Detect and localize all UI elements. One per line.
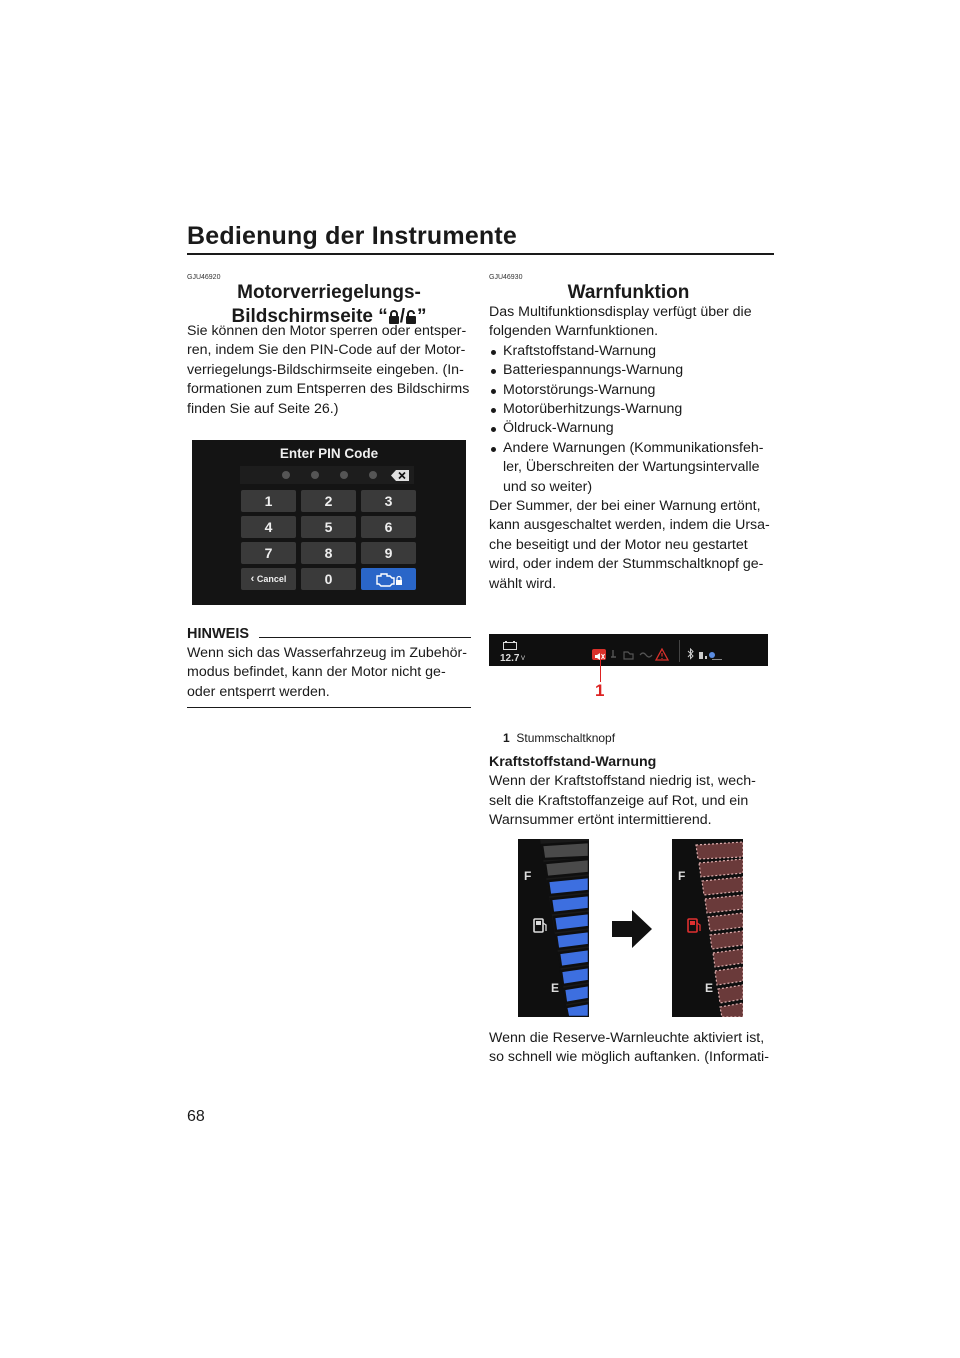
hinweis-text: Wenn sich das Wasserfahrzeug im Zubehör- modus befindet, kann der Motor nicht ge- oder entsperrt werden. [187,645,467,700]
pin-key-4[interactable]: 4 [241,516,296,538]
hinweis-rule-bottom [187,707,471,708]
warning-list [489,342,779,497]
gauge-empty-label: E [705,981,714,995]
pin-key-7[interactable]: 7 [241,542,296,564]
warnfunktion-text: Das Multifunktionsdisplay verfügt über die folgenden Warnfunktionen. Kraftstoffstand-Warnung Batteriespannungs-Warnung Motorstörungs-Warnung Motorüberhitzungs-Warnung Öldruck-Warnung Andere Warnungen (Kommunikationsfeh- ler, Überschreiten der Wartungsintervalle und so weiter) Der Summer, der bei einer Warnung ertönt, kann ausgeschaltet werden, indem die Ursa- che beseitigt und der Motor neu gestartet wird, oder indem der Stummschaltknopf ge- wählt wird. [489,303,779,594]
pin-key-8[interactable]: 8 [301,542,356,564]
divider [679,640,680,662]
section-code: GJU46930 [489,274,523,281]
connection-icon [709,652,715,658]
list-item: Motorstörungs-Warnung [489,381,779,400]
gauge-full-label: F [524,869,532,883]
motorverriegelung-text: Sie können den Motor sperren oder entsper- ren, indem Sie den PIN-Code auf der Motor- verriegelungs-Bildschirmseite eingeben. (In- formationen zum Entsperren des Bildschirms finden Sie auf Seite 26.) [187,323,470,417]
section-heading-warnfunktion: Warnfunktion [567,282,690,303]
pin-dot [340,471,348,479]
mute-button[interactable] [592,649,606,660]
engine-lock-icon [374,571,404,587]
pin-key-2[interactable]: 2 [301,490,356,512]
speaker-mute-icon [592,651,606,662]
fuel-gauge-normal [518,839,589,1017]
pin-key-9[interactable]: 9 [361,542,416,564]
gauge-full-label: F [678,869,686,883]
chevron-left-icon: ‹ [250,573,255,585]
header-rule [187,253,774,255]
callout-number: 1 [595,681,605,700]
section-code: GJU46920 [187,274,221,281]
battery-voltage: 12.7 [500,653,520,664]
pin-key-5[interactable]: 5 [301,516,356,538]
hinweis-rule-top [259,637,471,638]
voltage-unit: V [521,656,526,662]
pin-dots-field [240,466,414,484]
list-item: Motorüberhitzungs-Warnung [489,400,779,419]
kraftstoff-section: Kraftstoffstand-Warnung Wenn der Kraftstoffstand niedrig ist, wech- selt die Kraftstoffanzeige auf Rot, und ein Warnsummer ertönt intermittierend. [489,753,779,831]
engine-lock-button[interactable] [361,568,416,590]
status-icons-group [686,648,726,662]
hinweis-title: HINWEIS [187,626,250,642]
pin-screen-title: Enter PIN Code [279,446,379,461]
warning-status-bar [489,634,768,666]
pin-dot [311,471,319,479]
pin-dot [369,471,377,479]
list-item: Batteriespannungs-Warnung [489,361,779,380]
page-header-title: Bedienung der Instrumente [187,222,518,250]
page-number: 68 [187,1108,205,1125]
fuel-pump-icon [534,919,546,932]
backspace-icon[interactable] [391,470,409,481]
figure-caption: 1 Stummschaltknopf [503,731,616,745]
pin-key-6[interactable]: 6 [361,516,416,538]
pin-key-1[interactable]: 1 [241,490,296,512]
fuel-gauge-warning [672,839,743,1017]
section-heading-motorverriegelung: Motorverriegelungs- Bildschirmseite “ / ” [231,282,427,327]
list-item: Andere Warnungen (Kommunikationsfeh- ler, Überschreiten der Wartungsintervalle und so weiter) [489,439,779,497]
callout-line [600,659,601,682]
list-item: Öldruck-Warnung [489,419,779,438]
pin-entry-screen [192,440,466,605]
list-item: Kraftstoffstand-Warnung [489,342,779,361]
fuel-pump-icon-red [688,919,700,932]
pin-cancel-button[interactable]: ‹ Cancel [241,568,296,590]
reserve-text: Wenn die Reserve-Warnleuchte aktiviert ist, so schnell wie möglich auftanken. (Informati- [489,1030,769,1066]
pin-dot [282,471,290,479]
kraftstoff-heading: Kraftstoffstand-Warnung [489,754,657,770]
pin-key-3[interactable]: 3 [361,490,416,512]
gauge-empty-label: E [551,981,560,995]
arrow-right-icon [612,910,652,948]
warning-icons-group [610,648,678,661]
battery-icon [503,641,517,650]
pin-key-0[interactable]: 0 [301,568,356,590]
